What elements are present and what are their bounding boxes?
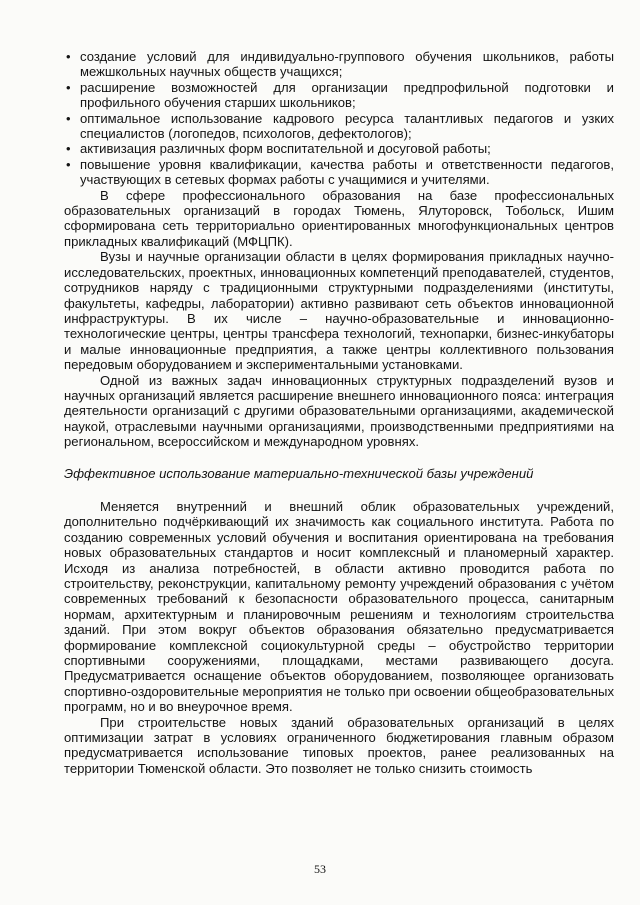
page-number: 53: [314, 862, 326, 876]
paragraph: В сфере профессионального образования на базе профессиональных образовательных организаций в городах Тюмень, Ялуторовск, Тобольск, Ишим сформирована сеть территориально ориентированных многофункциональных центров прикладных квалификаций (МФЦПК).: [64, 187, 614, 249]
paragraph: Меняется внутренний и внешний облик образовательных учреждений, дополнительно подчёркивающий их значимость как социального института. Работа по созданию современных условий обучения и воспитания ориентирована на требования новых образовательных стандартов и носит комплексный и планомерный характер. Исходя из анализа потребностей, в области активно проводится работа по строительству, реконструкции, капитальному ремонту учреждений образования с учётом современных требований к безопасности образовательного процесса, санитарным нормам, архитектурным и планировочным решениям и технологиям строительства зданий. При этом вокруг объектов образования обязательно предусматривается формирование комплексной социокультурной среды – обустройство территории спортивными сооружениями, площадками, местами развивающего досуга. Предусматривается оснащение объектов оборудованием, позволяющее организовать спортивно-оздоровительные мероприятия не только при освоении общеобразовательных программ, но и во внеурочное время.: [64, 498, 614, 715]
paragraph: Вузы и научные организации области в целях формирования прикладных научно-исследовательских, проектных, инновационных компетенций преподавателей, студентов, сотрудников наряду с традиционными структурными подразделениями (институты, факультеты, кафедры, лаборатории) активно развивают сеть объектов инновационной инфраструктуры. В их числе – научно-образовательные и инновационно-технологические центры, центры трансфера технологий, технопарки, бизнес-инкубаторы и малые инновационные предприятия, а также центры коллективного пользования передовым оборудованием и экспериментальными установками.: [64, 249, 614, 373]
bullet-item: • повышение уровня квалификации, качества работы и ответственности педагогов, участвующих в сетевых формах работы с учащимися и учителями.: [64, 157, 614, 188]
bullet-item: • оптимальное использование кадрового ресурса талантливых педагогов и узких специалистов (логопедов, психологов, дефектологов);: [64, 111, 614, 142]
bullet-item: • расширение возможностей для организации предпрофильной подготовки и профильного обучения старших школьников;: [64, 80, 614, 111]
bullet-item: • создание условий для индивидуально-группового обучения школьников, работы межшкольных научных обществ учащихся;: [64, 49, 614, 80]
bullet-list: [64, 49, 614, 188]
paragraph: Одной из важных задач инновационных структурных подразделений вузов и научных организаций является расширение внешнего инновационного пояса: интеграция деятельности организаций с другими образовательными организациями, академической наукой, отраслевыми научными организациями, производственными предприятиями на региональном, всероссийском и международном уровнях.: [64, 372, 614, 450]
section-heading: Эффективное использование материально-технической базы учреждений: [64, 465, 534, 481]
paragraph: При строительстве новых зданий образовательных организаций в целях оптимизации затрат в условиях ограниченного бюджетирования главным образом предусматривается использование типовых проектов, ранее реализованных на территории Тюменской области. Это позволяет не только снизить стоимость: [64, 714, 614, 776]
bullet-item: • активизация различных форм воспитательной и досуговой работы;: [64, 141, 614, 156]
